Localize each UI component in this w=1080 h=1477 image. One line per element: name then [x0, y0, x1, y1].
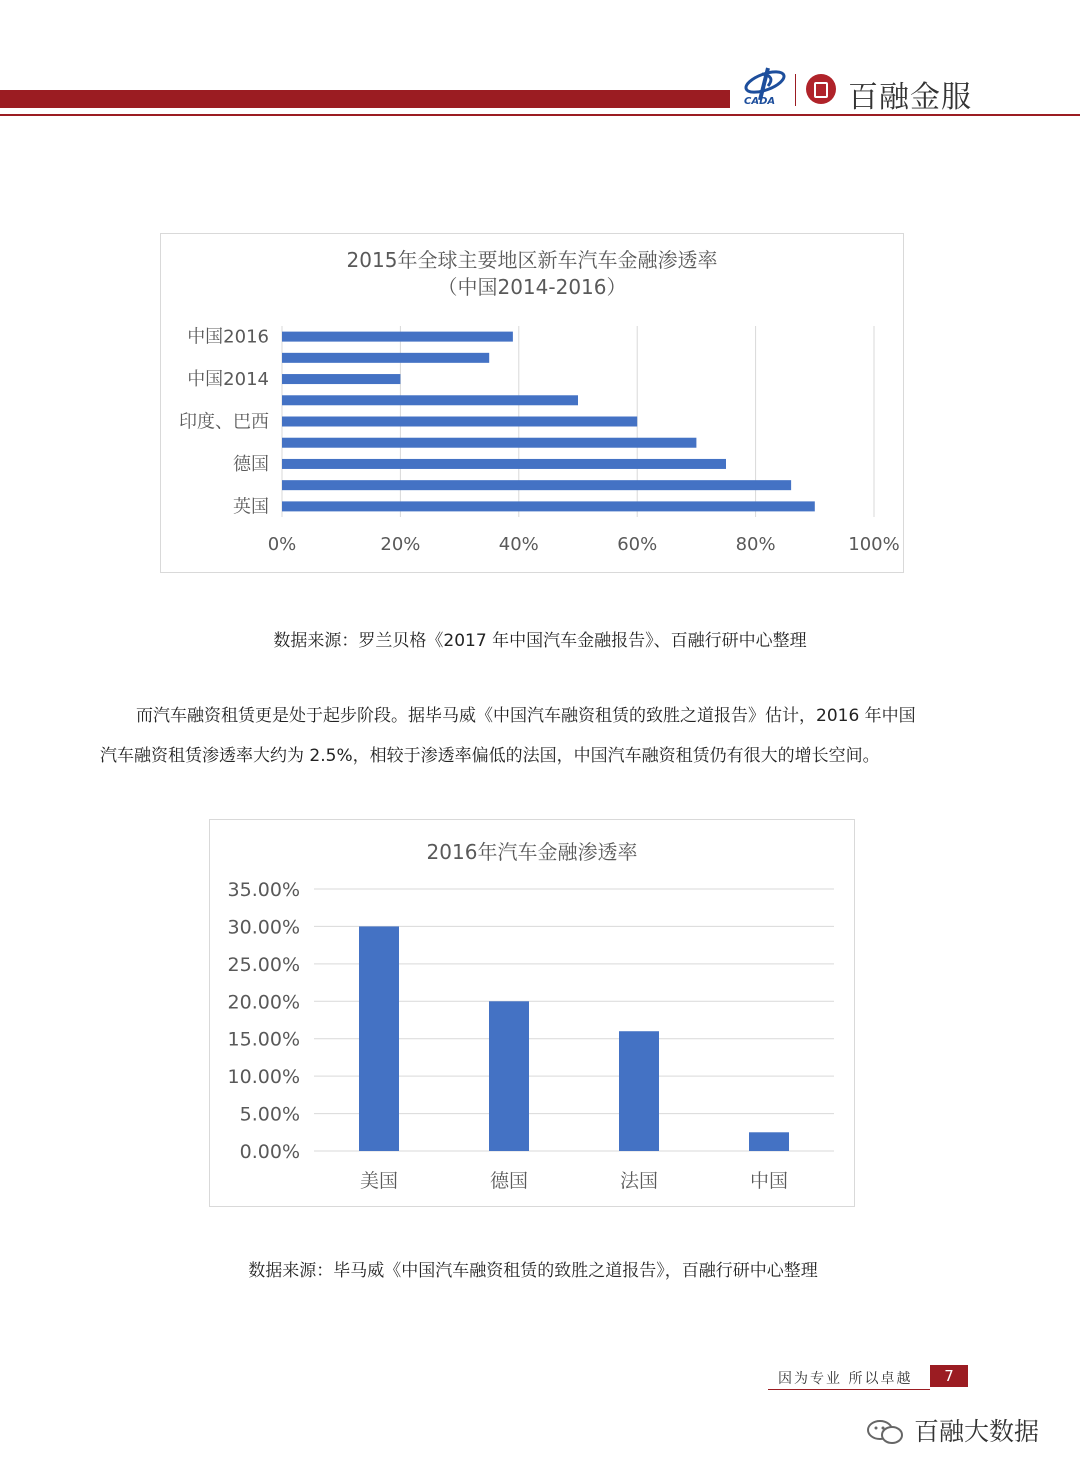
body-paragraph-line1: 而汽车融资租赁更是处于起步阶段。据毕马威《中国汽车融资租赁的致胜之道报告》估计，2016 年中国: [136, 706, 916, 726]
chart2-y-tick-label: 15.00%: [227, 1028, 300, 1051]
chart2-x-category-label: 中国: [749, 1170, 789, 1192]
chart1-y-category-label: 中国2014: [187, 369, 269, 391]
chart2-bar: [359, 926, 399, 1151]
chart1-x-tick-label: 80%: [735, 534, 776, 555]
chart1-caption: 数据来源：罗兰贝格《2017 年中国汽车金融报告》、百融行研中心整理: [273, 631, 807, 651]
wechat-icon: [866, 1418, 906, 1446]
chart2-x-category-label: 美国: [359, 1170, 399, 1192]
chart1-bar: [282, 438, 696, 448]
chart1-x-tick-label: 60%: [617, 534, 658, 555]
chart1-bar: [282, 395, 578, 405]
chart1-x-tick-label: 0%: [267, 534, 297, 555]
chart1-bar: [282, 332, 513, 342]
chart2-y-tick-label: 35.00%: [227, 879, 300, 901]
chart2-bar: [749, 1132, 789, 1151]
chart1-bar: [282, 501, 815, 511]
chart1-x-tick-label: 20%: [380, 534, 421, 555]
page-number: 7: [930, 1365, 968, 1387]
wechat-account-name: 百融大数据: [914, 1417, 1040, 1446]
chart2-y-tick-label: 30.00%: [227, 916, 300, 939]
footer-slogan: 因为专业 所以卓越: [778, 1371, 913, 1387]
chart1-y-category-label: 英国: [233, 496, 269, 518]
chart2-y-tick-label: 25.00%: [227, 953, 300, 976]
chart1-x-tick-label: 40%: [498, 534, 539, 555]
chart1-bar: [282, 459, 726, 469]
chart2-x-category-label: 德国: [489, 1170, 529, 1192]
cada-logo-text: CADA: [744, 96, 776, 107]
chart1-bar: [282, 353, 489, 363]
chart1-plot: [161, 234, 903, 572]
chart2-plot: [210, 820, 854, 1206]
chart1-y-category-label: 印度、巴西: [179, 411, 269, 433]
chart1-bar: [282, 374, 400, 384]
chart1-title-line2: （中国2014-2016）: [437, 275, 627, 299]
chart2-bar: [489, 1001, 529, 1151]
chart1-x-tick-label: 100%: [848, 534, 900, 555]
footer-rule: [768, 1389, 930, 1390]
chart2-frame: [209, 819, 855, 1207]
chart2-x-category-label: 法国: [619, 1170, 659, 1192]
chart1-title-line1: 2015年全球主要地区新车汽车金融渗透率: [346, 248, 718, 272]
chart1-frame: [160, 233, 904, 573]
chart2-caption: 数据来源：毕马威《中国汽车融资租赁的致胜之道报告》，百融行研中心整理: [248, 1261, 818, 1281]
chart2-bar: [619, 1031, 659, 1151]
chart2-y-tick-label: 20.00%: [227, 991, 300, 1014]
chart1-bar: [282, 417, 637, 427]
bairong-logo-icon: [806, 74, 836, 104]
body-paragraph-line2: 汽车融资租赁渗透率大约为 2.5%，相较于渗透率偏低的法国，中国汽车融资租赁仍有很大的增长空间。: [100, 746, 880, 766]
chart2-y-tick-label: 10.00%: [227, 1066, 300, 1089]
logo-separator: [795, 74, 796, 106]
header-red-bar: [0, 90, 730, 108]
brand-name: 百融金服: [848, 80, 972, 115]
chart1-y-category-label: 德国: [233, 453, 269, 475]
chart1-y-category-label: 中国2016: [187, 326, 269, 348]
chart2-title: 2016年汽车金融渗透率: [426, 840, 638, 864]
chart2-y-tick-label: 0.00%: [239, 1141, 300, 1163]
chart1-bar: [282, 480, 791, 490]
chart2-y-tick-label: 5.00%: [239, 1103, 300, 1126]
